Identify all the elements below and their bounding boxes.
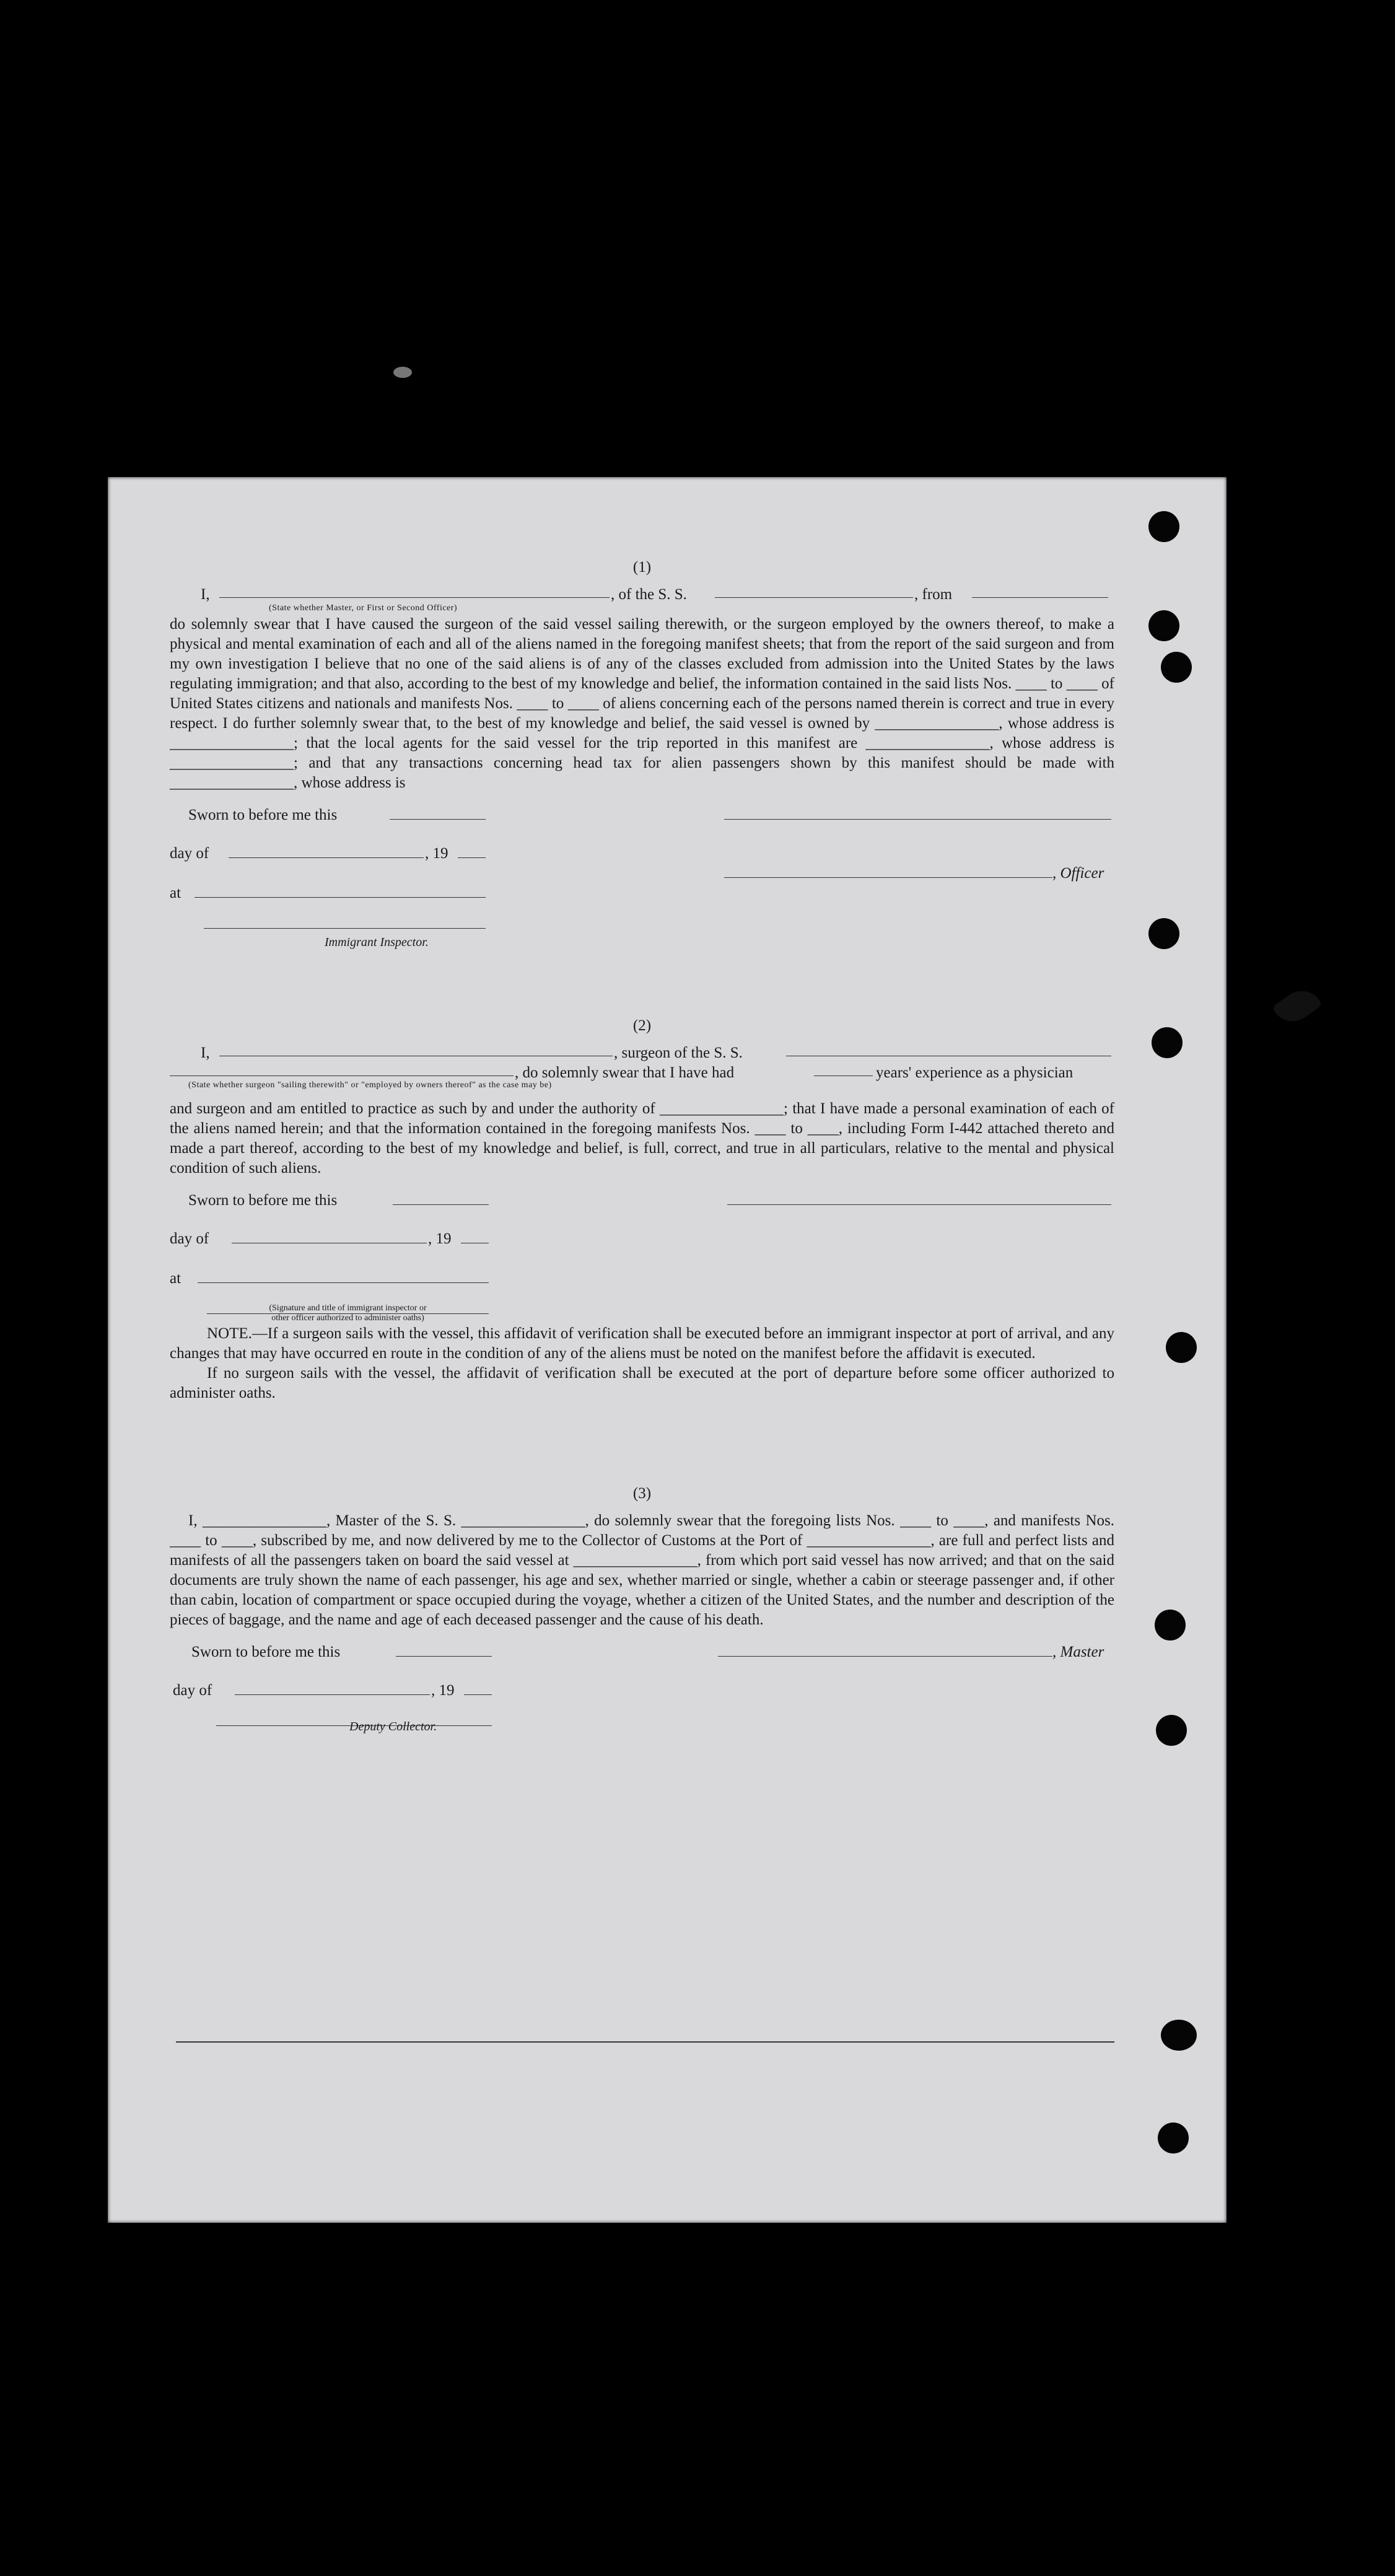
- punch-hole: [1148, 511, 1179, 542]
- punch-hole: [1161, 652, 1192, 683]
- section-2-number: (2): [632, 1017, 652, 1034]
- signature-caption: [207, 1303, 489, 1323]
- binder-tab: [1272, 983, 1323, 1030]
- surgeon-name-blank[interactable]: [219, 1043, 613, 1056]
- year-label: , 19: [428, 1230, 452, 1247]
- sworn-date-blank[interactable]: [396, 1644, 492, 1657]
- year-label: , 19: [431, 1682, 455, 1699]
- sworn-label: Sworn to before me this: [188, 807, 338, 823]
- at-label: at: [170, 1270, 181, 1287]
- punch-hole: [1166, 1332, 1197, 1363]
- sigcap-line1: (Signature and title of immigrant inspector or: [269, 1303, 427, 1313]
- master-label: , Master: [1052, 1644, 1104, 1660]
- sigcap-line2: other officer authorized to administer oaths): [271, 1313, 424, 1323]
- years-blank[interactable]: [814, 1063, 873, 1076]
- surgeon-status-blank[interactable]: [170, 1063, 514, 1076]
- years-experience-label: years' experience as a physician: [876, 1064, 1074, 1081]
- day-of-blank[interactable]: [232, 1230, 427, 1243]
- at-blank[interactable]: [198, 1270, 489, 1283]
- sworn-date-blank[interactable]: [393, 1192, 489, 1205]
- of-ss-label: , of the S. S.: [611, 586, 687, 603]
- from-port-blank[interactable]: [972, 585, 1108, 598]
- punch-hole: [1158, 2123, 1189, 2153]
- punch-hole: [1148, 918, 1179, 949]
- officer-blank[interactable]: [724, 865, 1052, 878]
- vessel-name-blank[interactable]: [715, 585, 913, 598]
- section-1-sworn-block: [170, 805, 1114, 960]
- section-1-body: do solemnly swear that I have caused the surgeon of the said vessel sailing therewith, or the surgeon employed by the owners thereof, to make a physical and mental examination of each and all of the aliens named in the foregoing manifest sheets; that from the report of the said surgeon and from my own investigation I believe that no one of the said aliens is of any of the classes excluded from admission into the United States by the laws regulating immigration; and that also, according to the best of my knowledge and belief, the information contained in the said lists Nos. ____ to ____ of United States citizens and nationals and manifests Nos. ____ to ____ of aliens concerning each of the persons named therein is correct and true in every respect. I do further solemnly swear that, to the best of my knowledge and belief, the said vessel is owned by ________________, whose address is ________________; that the local agents for the said vessel for the trip reported in this manifest are ________________, whose address is ________________; and that any transactions concerning head tax for alien passengers shown by this manifest should be made with ________________, whose address is: [170, 616, 1114, 791]
- year-blank[interactable]: [458, 845, 486, 858]
- punch-hole: [1148, 610, 1179, 641]
- day-of-blank[interactable]: [235, 1682, 430, 1695]
- day-of-label: day of: [170, 1230, 209, 1247]
- year-label: , 19: [425, 845, 448, 862]
- inspector-label: Immigrant Inspector.: [325, 935, 429, 949]
- signature-blank[interactable]: [724, 807, 1111, 820]
- affidavit-content: [170, 558, 1114, 1735]
- year-blank[interactable]: [461, 1230, 489, 1243]
- from-label: , from: [914, 586, 953, 603]
- section-3-number: (3): [632, 1485, 652, 1502]
- officer-label: , Officer: [1052, 865, 1104, 882]
- solemnly-swear-label: , do solemnly swear that I have had: [515, 1064, 735, 1081]
- note-paragraph-2: If no surgeon sails with the vessel, the affidavit of verification shall be executed at the port of departure before some officer authorized to administer oaths.: [170, 1365, 1114, 1401]
- sworn-label: Sworn to before me this: [191, 1644, 341, 1660]
- section-2-sworn-block: [170, 1191, 1114, 1324]
- section-3-sworn-block: [170, 1642, 1114, 1735]
- year-blank[interactable]: [464, 1682, 492, 1695]
- section-3-body: I, ________________, Master of the S. S. ________________, do solemnly swear that the foregoing lists Nos. ____ to ____, and manifests Nos. ____ to ____, subscribed by me, and now delivered by me to the Collector of Customs at the Port of ________________, are full and perfect lists and manifests of all the passengers taken on board the said vessel at ________________, from which port said vessel has now arrived; and that on the said documents are truly shown the name of each passenger, his age and sex, whether married or single, whether a cabin or steerage passenger and, if other than cabin, location of compartment or space occupied during the voyage, whether a citizen of the United States, and the number and description of the pieces of baggage, and the name and age of each deceased passenger and the cause of his death.: [170, 1512, 1114, 1628]
- punch-hole: [1155, 1610, 1186, 1641]
- day-of-label: day of: [173, 1682, 212, 1699]
- punch-hole: [1161, 2020, 1197, 2051]
- day-of-label: day of: [170, 845, 209, 862]
- day-of-blank[interactable]: [229, 845, 424, 858]
- master-signature-blank[interactable]: [718, 1644, 1052, 1657]
- collector-label: Deputy Collector.: [349, 1720, 437, 1733]
- surgeon-vessel-blank[interactable]: [786, 1043, 1111, 1056]
- sworn-date-blank[interactable]: [390, 807, 486, 820]
- officer-rank-blank[interactable]: [219, 585, 610, 598]
- i-label: I,: [201, 586, 210, 603]
- section-2-first-lines: [170, 1043, 1114, 1099]
- section-2-body: and surgeon and am entitled to practice as such by and under the authority of ________________; that I have made a personal examination of each of the aliens named herein; and that the information contained in the foregoing manifests Nos. ____ to ____, including Form I-442 attached thereto and made a part thereof, according to the best of my knowledge and belief, is full, correct, and true in all particulars, relative to the mental and physical condition of such aliens.: [170, 1100, 1114, 1176]
- section-1-first-line: [170, 585, 1114, 615]
- inspector-signature-blank[interactable]: [204, 916, 486, 929]
- document-page: [108, 477, 1227, 2223]
- rank-caption: (State whether Master, or First or Second Officer): [269, 603, 458, 613]
- punch-hole: [1156, 1715, 1187, 1746]
- at-blank[interactable]: [195, 885, 486, 898]
- note-paragraph: NOTE.—If a surgeon sails with the vessel, this affidavit of verification shall be executed before an immigrant inspector at port of arrival, and any changes that may have occurred en route in the condition of any of the aliens must be noted on the manifest before the affidavit is executed.: [170, 1325, 1114, 1362]
- surgeon-signature-blank[interactable]: [727, 1192, 1111, 1205]
- sworn-label: Sworn to before me this: [188, 1192, 338, 1209]
- surgeon-of-ss-label: , surgeon of the S. S.: [614, 1045, 743, 1061]
- scan-artifact: [393, 367, 412, 378]
- at-label: at: [170, 885, 181, 901]
- surgeon-caption: (State whether surgeon "sailing therewith" or "employed by owners thereof" as the case may be): [188, 1080, 552, 1090]
- section-1-number: (1): [632, 559, 652, 576]
- bottom-rule: [176, 2041, 1114, 2043]
- punch-hole: [1152, 1027, 1183, 1058]
- i-label: I,: [201, 1045, 210, 1061]
